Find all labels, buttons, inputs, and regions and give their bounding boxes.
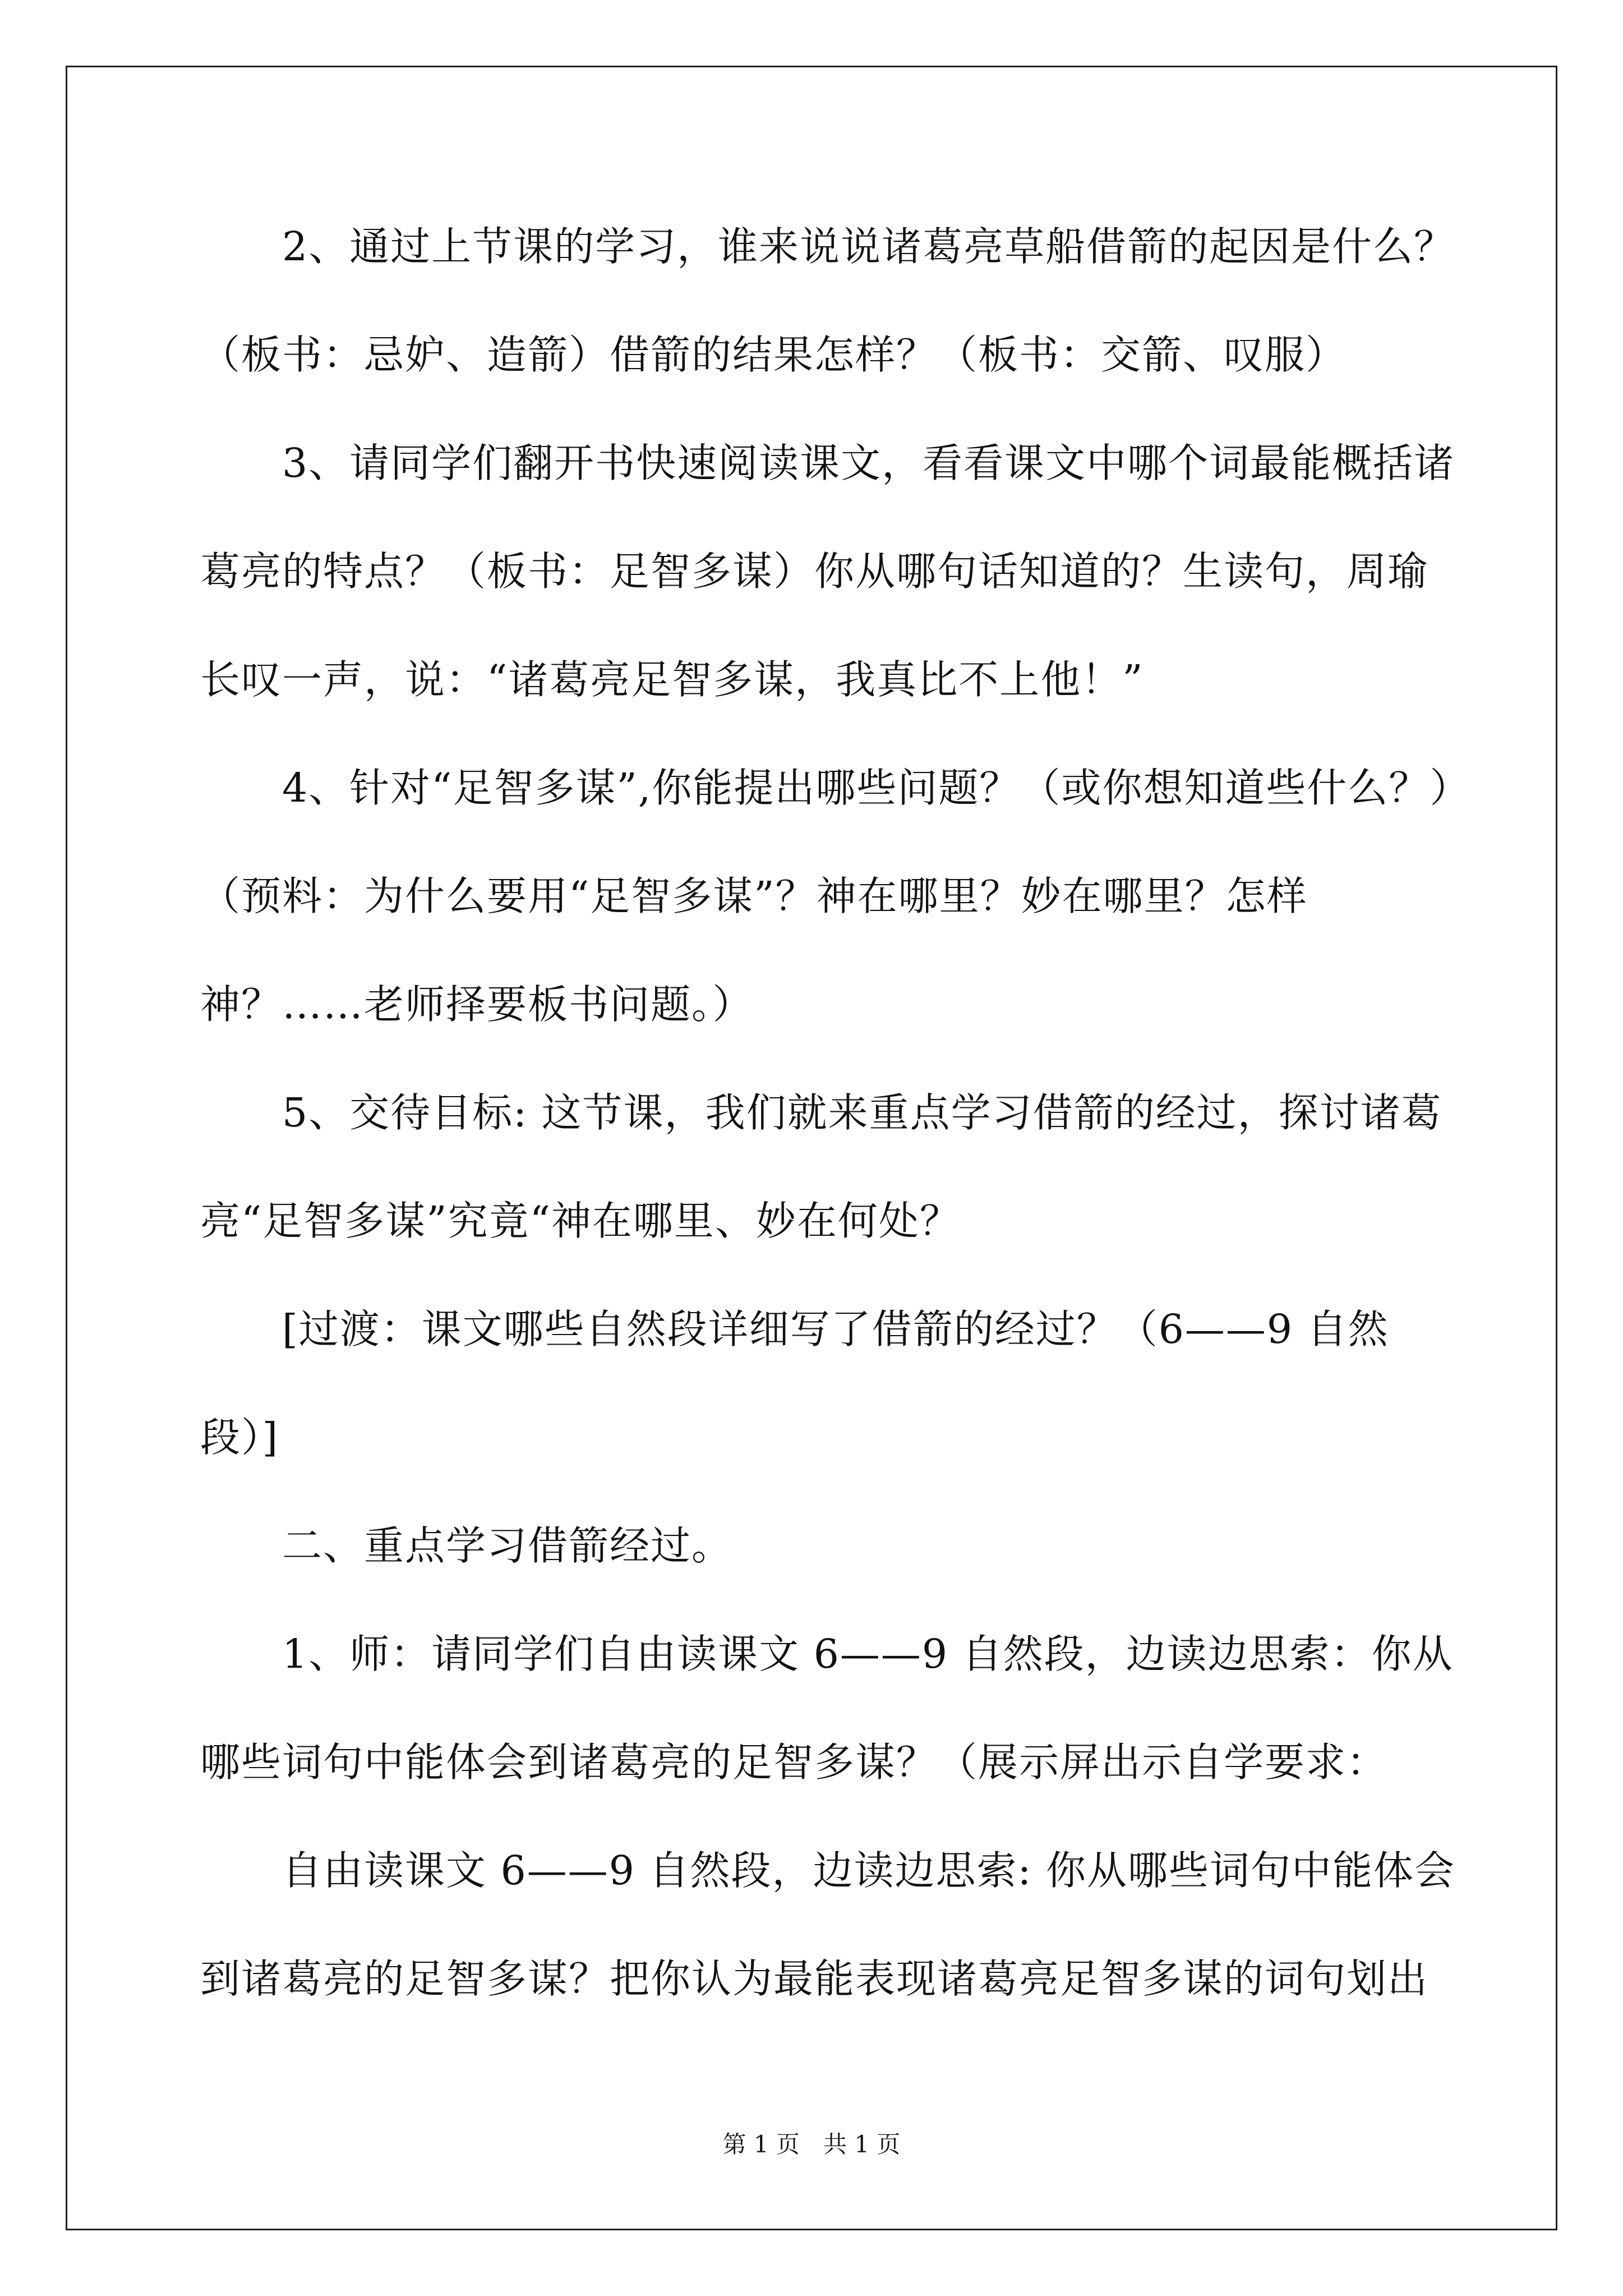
- text-line: 1、师：请同学们自由读课文 6——9 自然段，边读边思索：你从: [200, 1631, 1454, 1677]
- text-line: 2、通过上节课的学习，谁来说说诸葛亮草船借箭的起因是什么？: [200, 223, 1455, 270]
- page-number-footer: 第 1 页 共 1 页: [722, 2131, 901, 2158]
- text-line: 5、交待目标: 这节课，我们就来重点学习借箭的经过，探讨诸葛: [200, 1089, 1442, 1136]
- text-line: 葛亮的特点？（板书：足智多谋）你从哪句话知道的？生读句，周瑜: [200, 548, 1429, 595]
- text-line: 4、针对“足智多谋”,你能提出哪些问题？（或你想知道些什么？）: [200, 765, 1471, 811]
- text-line: 亮“足智多谋”究竟“神在哪里、妙在何处？: [200, 1198, 961, 1244]
- text-line: 二、重点学习借箭经过。: [200, 1522, 733, 1569]
- text-line: 神？……老师择要板书问题。）: [200, 981, 754, 1028]
- text-line: 哪些词句中能体会到诸葛亮的足智多谋？（展示屏出示自学要求：: [200, 1739, 1388, 1786]
- text-line: 段）]: [200, 1414, 279, 1461]
- text-line: （预料：为什么要用“足智多谋”？神在哪里？妙在哪里？怎样: [200, 873, 1308, 919]
- text-line: 自由读课文 6——9 自然段，边读边思索: 你从哪些词句中能体会: [200, 1847, 1455, 1894]
- text-line: [过渡：课文哪些自然段详细写了借箭的经过？（6——9 自然: [200, 1306, 1389, 1352]
- text-line: （板书：忌妒、造箭）借箭的结果怎样？（板书：交箭、叹服）: [200, 332, 1347, 378]
- text-line: 到诸葛亮的足智多谋？把你认为最能表现诸葛亮足智多谋的词句划出: [200, 1955, 1429, 2002]
- text-line: 长叹一声，说：“诸葛亮足智多谋，我真比不上他！”: [200, 656, 1144, 703]
- page-border: [66, 66, 1557, 2230]
- text-line: 3、请同学们翻开书快速阅读课文，看看课文中哪个词最能概括诸: [200, 440, 1455, 486]
